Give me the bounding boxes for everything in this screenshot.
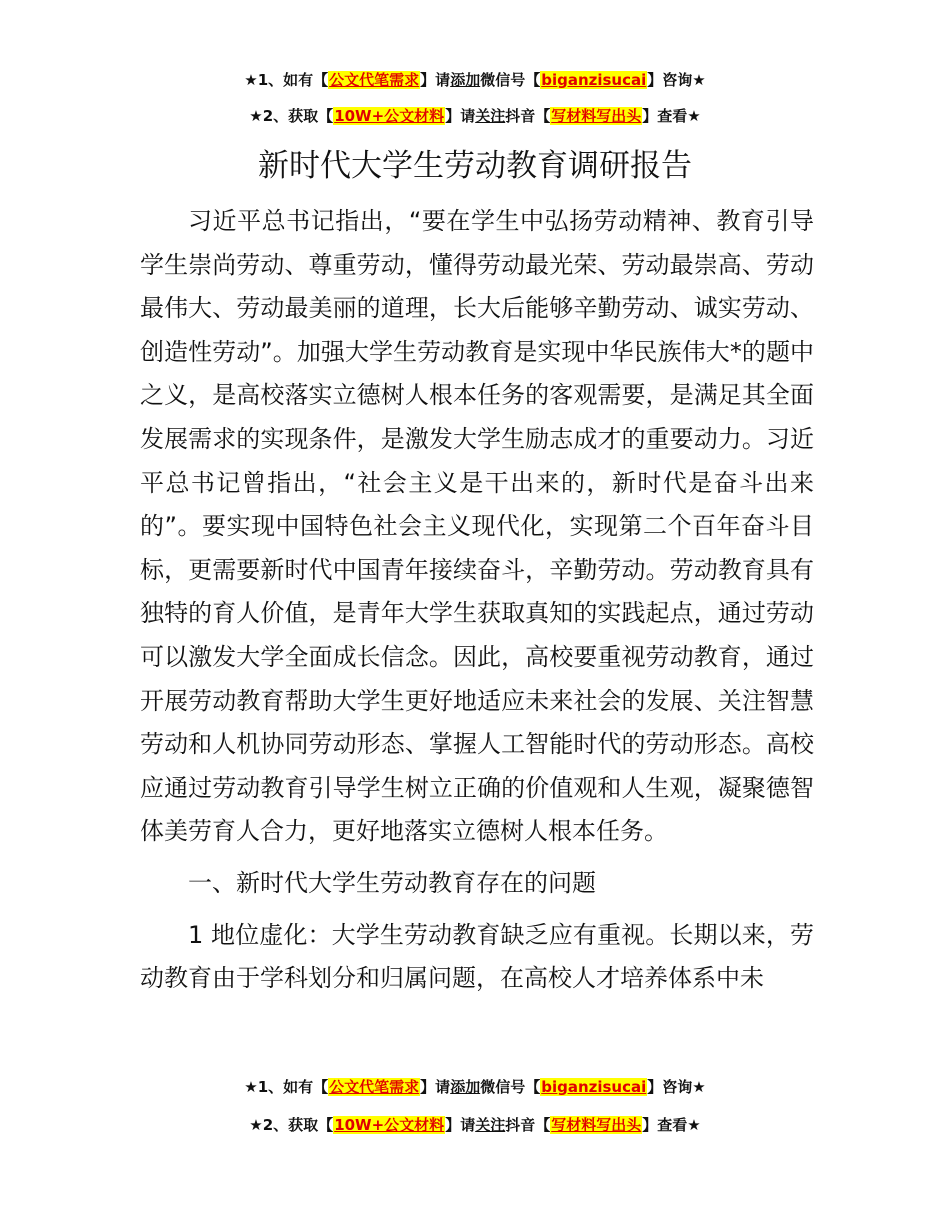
banner-underline: 关注 — [475, 1116, 506, 1134]
banner-text: 抖音【 — [505, 107, 551, 125]
banner-text: 】请 — [420, 1078, 451, 1096]
banner-highlight: biganzisucai — [541, 1078, 647, 1096]
banner-text: 微信号【 — [480, 71, 541, 89]
footer-banner-line-1 — [0, 1077, 950, 1097]
banner-underline: 添加 — [450, 1078, 481, 1096]
banner-highlight: biganzisucai — [541, 71, 647, 89]
banner-highlight: 写材料写出头 — [551, 107, 642, 125]
banner-text: 】查看★ — [642, 107, 701, 125]
banner-text: 】查看★ — [642, 1116, 701, 1134]
banner-text: ★2、获取【 — [249, 1116, 334, 1134]
header-banner-line-2 — [0, 106, 950, 126]
banner-text: ★1、如有【 — [244, 71, 329, 89]
paragraph-section-1: 1 地位虚化：大学生劳动教育缺乏应有重视。长期以来，劳动教育由于学科划分和归属问题，在高校人才培养体系中未 — [140, 920, 814, 993]
banner-highlight: 写材料写出头 — [551, 1116, 642, 1134]
document-title: 新时代大学生劳动教育调研报告 — [258, 148, 692, 184]
banner-text: 抖音【 — [505, 1116, 551, 1134]
banner-highlight: 公文代笔需求 — [329, 71, 420, 89]
section-heading: 一、新时代大学生劳动教育存在的问题 — [188, 868, 596, 897]
footer-banner-line-2 — [0, 1115, 950, 1135]
header-banner-line-1 — [0, 70, 950, 90]
banner-text: 微信号【 — [480, 1078, 541, 1096]
banner-highlight: 公文代笔需求 — [329, 1078, 420, 1096]
banner-highlight: 10W+公文材料 — [334, 1116, 445, 1134]
banner-highlight: 10W+公文材料 — [334, 107, 445, 125]
banner-underline: 添加 — [450, 71, 481, 89]
banner-underline: 关注 — [475, 107, 506, 125]
banner-text: ★1、如有【 — [244, 1078, 329, 1096]
banner-text: ★2、获取【 — [249, 107, 334, 125]
banner-text: 】请 — [445, 107, 476, 125]
document-body — [140, 200, 814, 1001]
paragraph-intro: 习近平总书记指出，“要在学生中弘扬劳动精神、教育引导学生崇尚劳动、尊重劳动，懂得劳动最光荣、劳动最崇高、劳动最伟大、劳动最美丽的道理，长大后能够辛勤劳动、诚实劳动、创造性劳动”。加强大学生劳动教育是实现中华民族伟大*的题中之义，是高校落实立德树人根本任务的客观需要，是满足其全面发展需求的实现条件，是激发大学生励志成才的重要动力。习近平总书记曾指出，“社会主义是干出来的，新时代是奋斗出来的”。要实现中国特色社会主义现代化，实现第二个百年奋斗目标，更需要新时代中国青年接续奋斗，辛勤劳动。劳动教育具有独特的育人价值，是青年大学生获取真知的实践起点，通过劳动可以激发大学全面成长信念。因此，高校要重视劳动教育，通过开展劳动教育帮助大学生更好地适应未来社会的发展、关注智慧劳动和人机协同劳动形态、掌握人工智能时代的劳动形态。高校应通过劳动教育引导学生树立正确的价值观和人生观，凝聚德智体美劳育人合力，更好地落实立德树人根本任务。 — [140, 207, 814, 846]
banner-text: 】请 — [445, 1116, 476, 1134]
banner-text: 】请 — [420, 71, 451, 89]
banner-text: 】咨询★ — [647, 1078, 706, 1096]
banner-text: 】咨询★ — [647, 71, 706, 89]
